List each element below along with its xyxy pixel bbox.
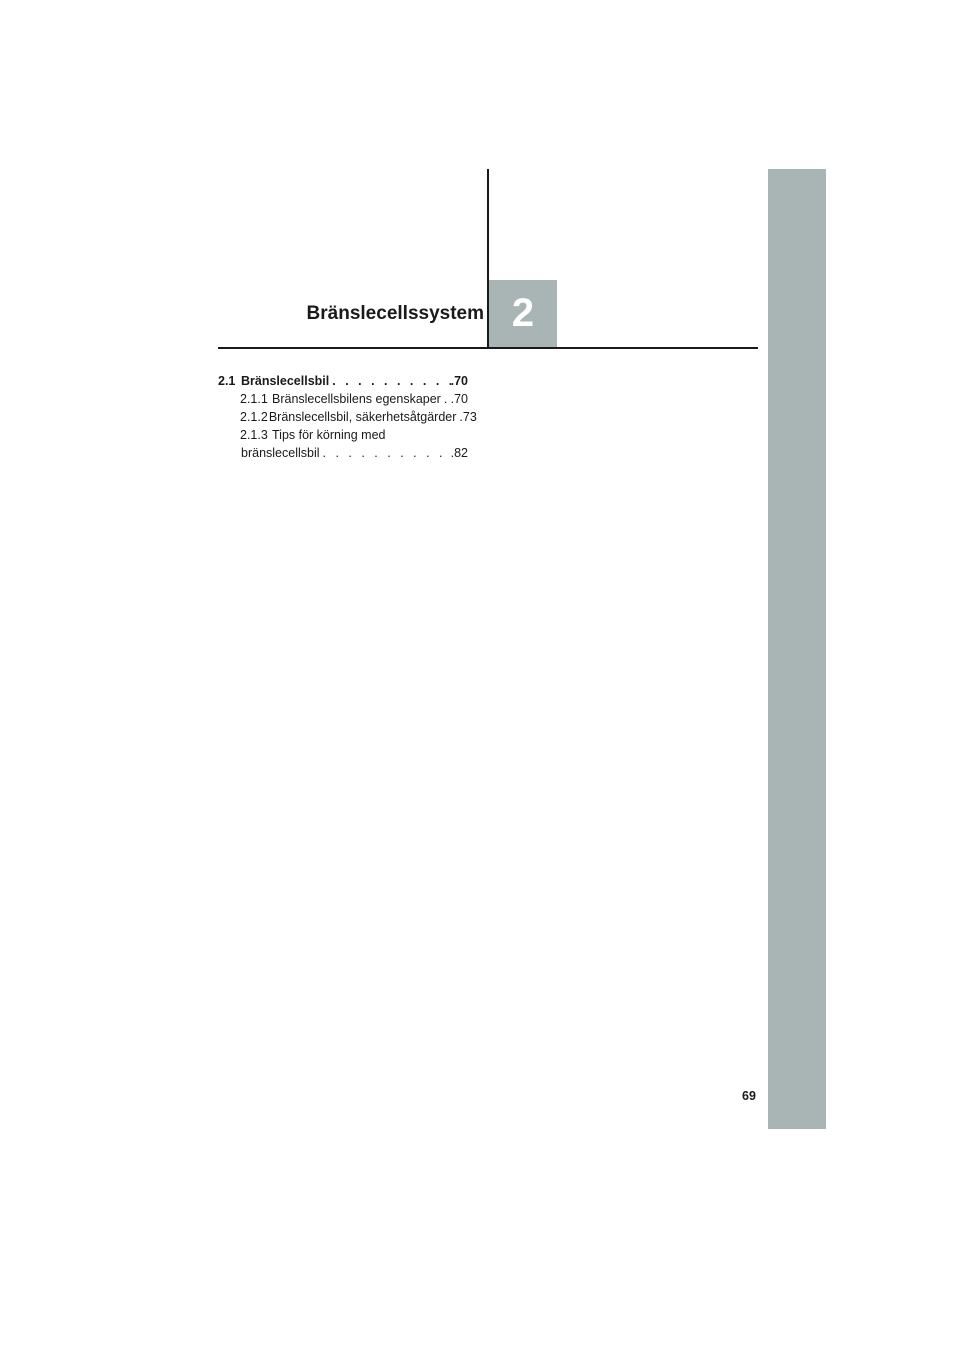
toc-entry-number: 2.1.2 [240,410,268,424]
toc-section-number: 2.1 [218,374,236,388]
toc-section-entry[interactable] [218,372,468,390]
table-of-contents [218,372,477,462]
toc-leader-dots [320,444,451,462]
chapter-side-tab [768,169,826,1129]
toc-leader-dots [441,390,451,408]
toc-entry-page: .70 [450,392,468,406]
toc-section-page: .70 [450,374,468,388]
toc-leader-dots [329,372,450,390]
toc-entry-number: 2.1.3 [240,428,268,442]
toc-entry-title: Bränslecellsbil, säkerhetsåtgärder [268,410,457,424]
chapter-number: 2 [511,291,535,335]
chapter-title: Bränslecellssystem [306,303,484,324]
toc-entry-continuation[interactable] [218,444,468,462]
toc-entry-page: .73 [459,410,477,424]
toc-entry-number: 2.1.1 [240,392,268,406]
toc-entry-page: .82 [450,446,468,460]
toc-entry[interactable] [218,426,468,444]
toc-entry[interactable] [218,408,477,426]
chapter-number-badge [489,280,557,347]
toc-section-title: Bränslecellsbil [241,374,330,388]
toc-entry-title: Bränslecellsbilens egenskaper [272,392,441,406]
toc-entry-title: Tips för körning med [272,428,386,442]
header-horizontal-rule [218,347,758,349]
toc-entry[interactable] [218,390,468,408]
toc-entry-title-cont: bränslecellsbil [241,446,320,460]
page-number: 69 [742,1089,756,1103]
